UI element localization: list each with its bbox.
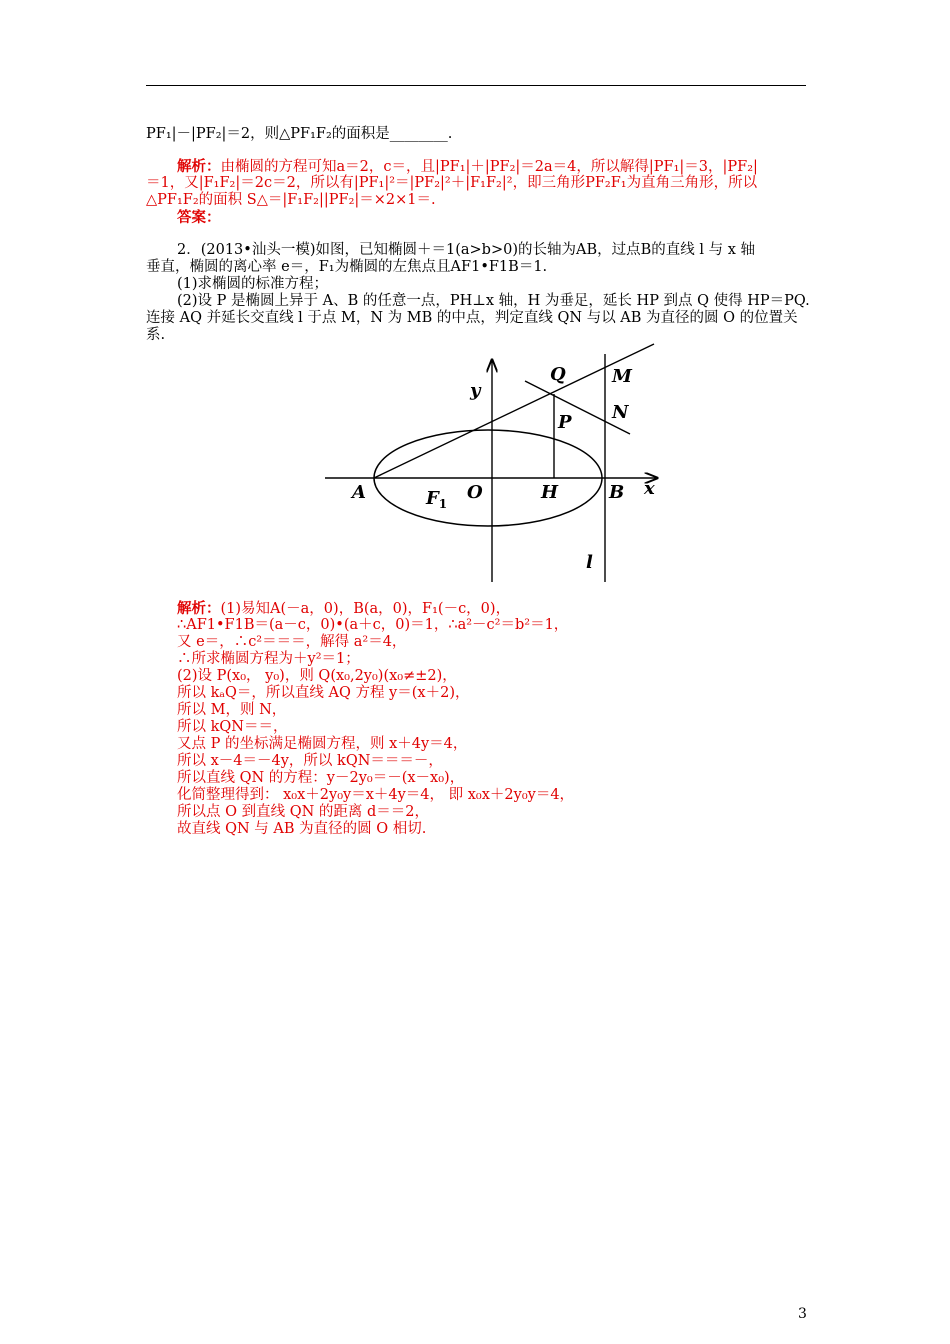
solution2-line3: ∴所求椭圆方程为＋y²＝1； — [177, 651, 360, 667]
solution2-line9: 所以 x－4＝－4y，所以 kQN＝＝＝－， — [177, 753, 443, 769]
problem2-part1: (1)求椭圆的标准方程； — [177, 276, 329, 292]
solution1-text1: 由椭圆的方程可知a＝2，c＝，且|PF₁|＋|PF₂|＝2a＝4，所以解得|PF₁|＝3，|PF₂| — [220, 159, 758, 175]
solution2-line4: (2)设 P(x₀， y₀)，则 Q(x₀,2y₀)(x₀≠±2)， — [177, 668, 457, 684]
problem2-line2: 垂直，椭圆的离心率 e＝，F₁为椭圆的左焦点且AF1•F1B＝1. — [146, 259, 548, 275]
label-Q: Q — [550, 364, 566, 385]
problem2-line1: 2．(2013•汕头一模)如图，已知椭圆＋＝1(a>b>0)的长轴为AB，过点B的直线 l 与 x 轴 — [177, 242, 756, 258]
solution2-line8: 又点 P 的坐标满足椭圆方程，则 x＋4y＝4， — [177, 736, 468, 752]
solution2-line13: 故直线 QN 与 AB 为直径的圆 O 相切. — [177, 821, 427, 837]
problem1-tail: PF₁|－|PF₂|＝2，则△PF₁F₂的面积是________. — [146, 126, 453, 142]
label-F1: $F_1$ — [426, 488, 448, 511]
label-B: B — [609, 482, 625, 503]
header-rule — [146, 85, 806, 86]
label-l: l — [586, 552, 593, 573]
label-O: O — [467, 482, 483, 503]
solution2-line2: 又 e＝，∴c²＝＝＝，解得 a²＝4， — [177, 634, 407, 650]
problem2-line6: 系. — [146, 327, 166, 343]
solution2-line1: ∴AF1•F1B＝(a－c，0)•(a＋c，0)＝1，∴a²－c²＝b²＝1， — [177, 617, 569, 633]
label-A: A — [352, 482, 366, 503]
ellipse-figure — [322, 342, 662, 584]
problem2-line5: 连接 AQ 并延长交直线 l 于点 M，N 为 MB 的中点，判定直线 QN 与以 AB 为直径的圆 O 的位置关 — [146, 310, 798, 326]
problem2-part2: (2)设 P 是椭圆上异于 A、B 的任意一点，PH⊥x 轴，H 为垂足，延长 HP 到点 Q 使得 HP＝PQ. — [177, 293, 810, 309]
label-M: M — [612, 366, 632, 387]
solution2-line10: 所以直线 QN 的方程：y－2y₀＝－(x－x₀)， — [177, 770, 465, 786]
answer-label: 答案： — [177, 209, 221, 226]
solution2-label: 解析： — [177, 600, 221, 617]
solution1-label: 解析： — [177, 158, 221, 175]
solution2-line0 — [177, 600, 510, 618]
solution2-line12: 所以点 O 到直线 QN 的距离 d＝＝2， — [177, 804, 430, 820]
solution2-line5: 所以 kₐQ＝，所以直线 AQ 方程 y＝(x＋2)， — [177, 685, 470, 701]
solution2-line11: 化简整理得到： x₀x＋2y₀y＝x＋4y＝4， 即 x₀x＋2y₀y＝4， — [177, 787, 575, 803]
solution1-line3: △PF₁F₂的面积 S△＝|F₁F₂||PF₂|＝×2×1＝. — [146, 192, 436, 208]
label-x: x — [644, 478, 655, 499]
solution2-line6: 所以 M，则 N， — [177, 702, 287, 718]
solution1-line2: ＝1，又|F₁F₂|＝2c＝2，所以有|PF₁|²＝|PF₂|²＋|F₁F₂|²，即三角形PF₂F₁为直角三角形，所以 — [146, 175, 758, 191]
page-number: 3 — [798, 1306, 807, 1322]
label-H: H — [541, 482, 559, 503]
solution1-line1 — [177, 158, 758, 176]
label-P: P — [558, 412, 572, 433]
solution2-text0: (1)易知A(－a，0)，B(a，0)，F₁(－c，0)， — [220, 601, 511, 617]
solution2-line7: 所以 kQN＝＝， — [177, 719, 288, 735]
label-N: N — [612, 402, 629, 423]
label-y: y — [470, 380, 481, 401]
